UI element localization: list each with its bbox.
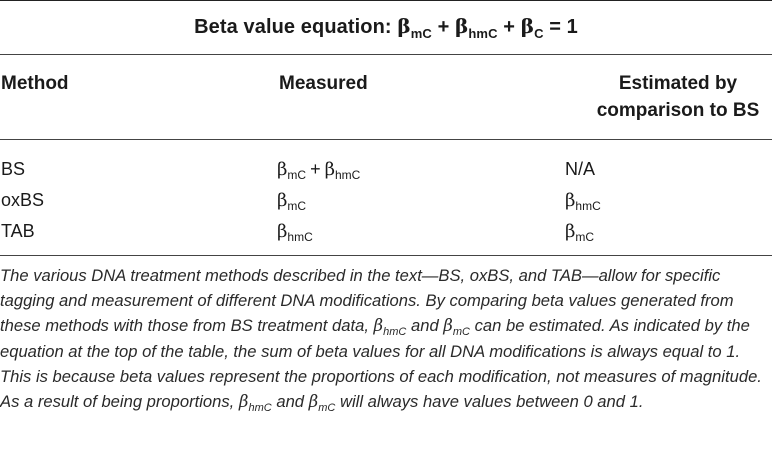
subscript: hmC [287,230,313,244]
row-tab-estimated [565,219,594,244]
row-bs-estimated: N/A [565,159,596,179]
beta-symbol: β [373,316,384,336]
footnote-part1: The various DNA treatment methods described in the text—BS, oxBS, and TAB—allow for specific tagging and measurement of different DNA modifications. By comparing beta values generated from these methods with those from BS treatment data, [0,266,734,336]
subscript-mc: mC [410,26,432,41]
header-method: Method [1,73,69,94]
table-footnote [0,263,772,414]
subscript-c: C [534,26,544,41]
plus-sign: + [497,16,521,38]
beta-symbol: β [277,190,288,211]
plus-sign: + [310,159,321,179]
row-tab-method: TAB [1,221,35,241]
banner-prefix: Beta value equation: [194,16,398,38]
beta-symbol: β [277,221,288,242]
beta-symbol: β [443,316,453,336]
row-oxbs-measured [277,188,306,213]
beta-symbol: β [308,392,319,412]
beta-symbol: β [397,14,411,38]
row-oxbs-estimated [565,188,601,213]
beta-symbol: β [520,14,535,38]
equals-one: = 1 [543,16,578,38]
bottom-rule [0,255,772,256]
footnote-part3: will always have values between 0 and 1. [335,392,644,412]
footnote-part2: can be estimated. As indicated by the equation at the top of the table, the sum of beta values for all DNA modifications is always equal to 1. This is because beta values represent the proportions of each modification, not measures of magnitude. As a result of being proportions, [0,316,762,412]
header-estimated: Estimated by comparison to BS [596,73,760,121]
subscript-hmc: hmC [248,402,272,415]
subscript-mc: mC [452,326,470,339]
header-rule [0,139,772,140]
subscript: mC [287,199,307,213]
beta-symbol: β [238,392,249,412]
subscript-hmc: hmC [383,326,407,339]
row-tab-measured [277,219,313,244]
subscript: hmC [335,168,361,182]
top-rule [0,0,772,1]
subscript: hmC [575,199,601,213]
plus-sign: + [431,16,455,38]
beta-symbol: β [324,159,335,180]
beta-symbol: β [277,159,288,180]
footnote-and: and [271,392,309,412]
row-oxbs-method: oxBS [1,190,45,210]
subscript-hmc: hmC [468,26,498,41]
beta-symbol: β [565,190,576,211]
row-bs-method: BS [1,159,26,179]
subscript: mC [575,230,595,244]
row-bs-measured [277,157,360,182]
subscript-mc: mC [318,402,336,415]
subscript: mC [287,168,307,182]
beta-equation-banner [0,14,772,39]
header-measured: Measured [279,73,368,94]
beta-symbol: β [565,221,576,242]
banner-rule [0,54,772,55]
footnote-and: and [406,316,444,336]
beta-symbol: β [455,14,469,38]
